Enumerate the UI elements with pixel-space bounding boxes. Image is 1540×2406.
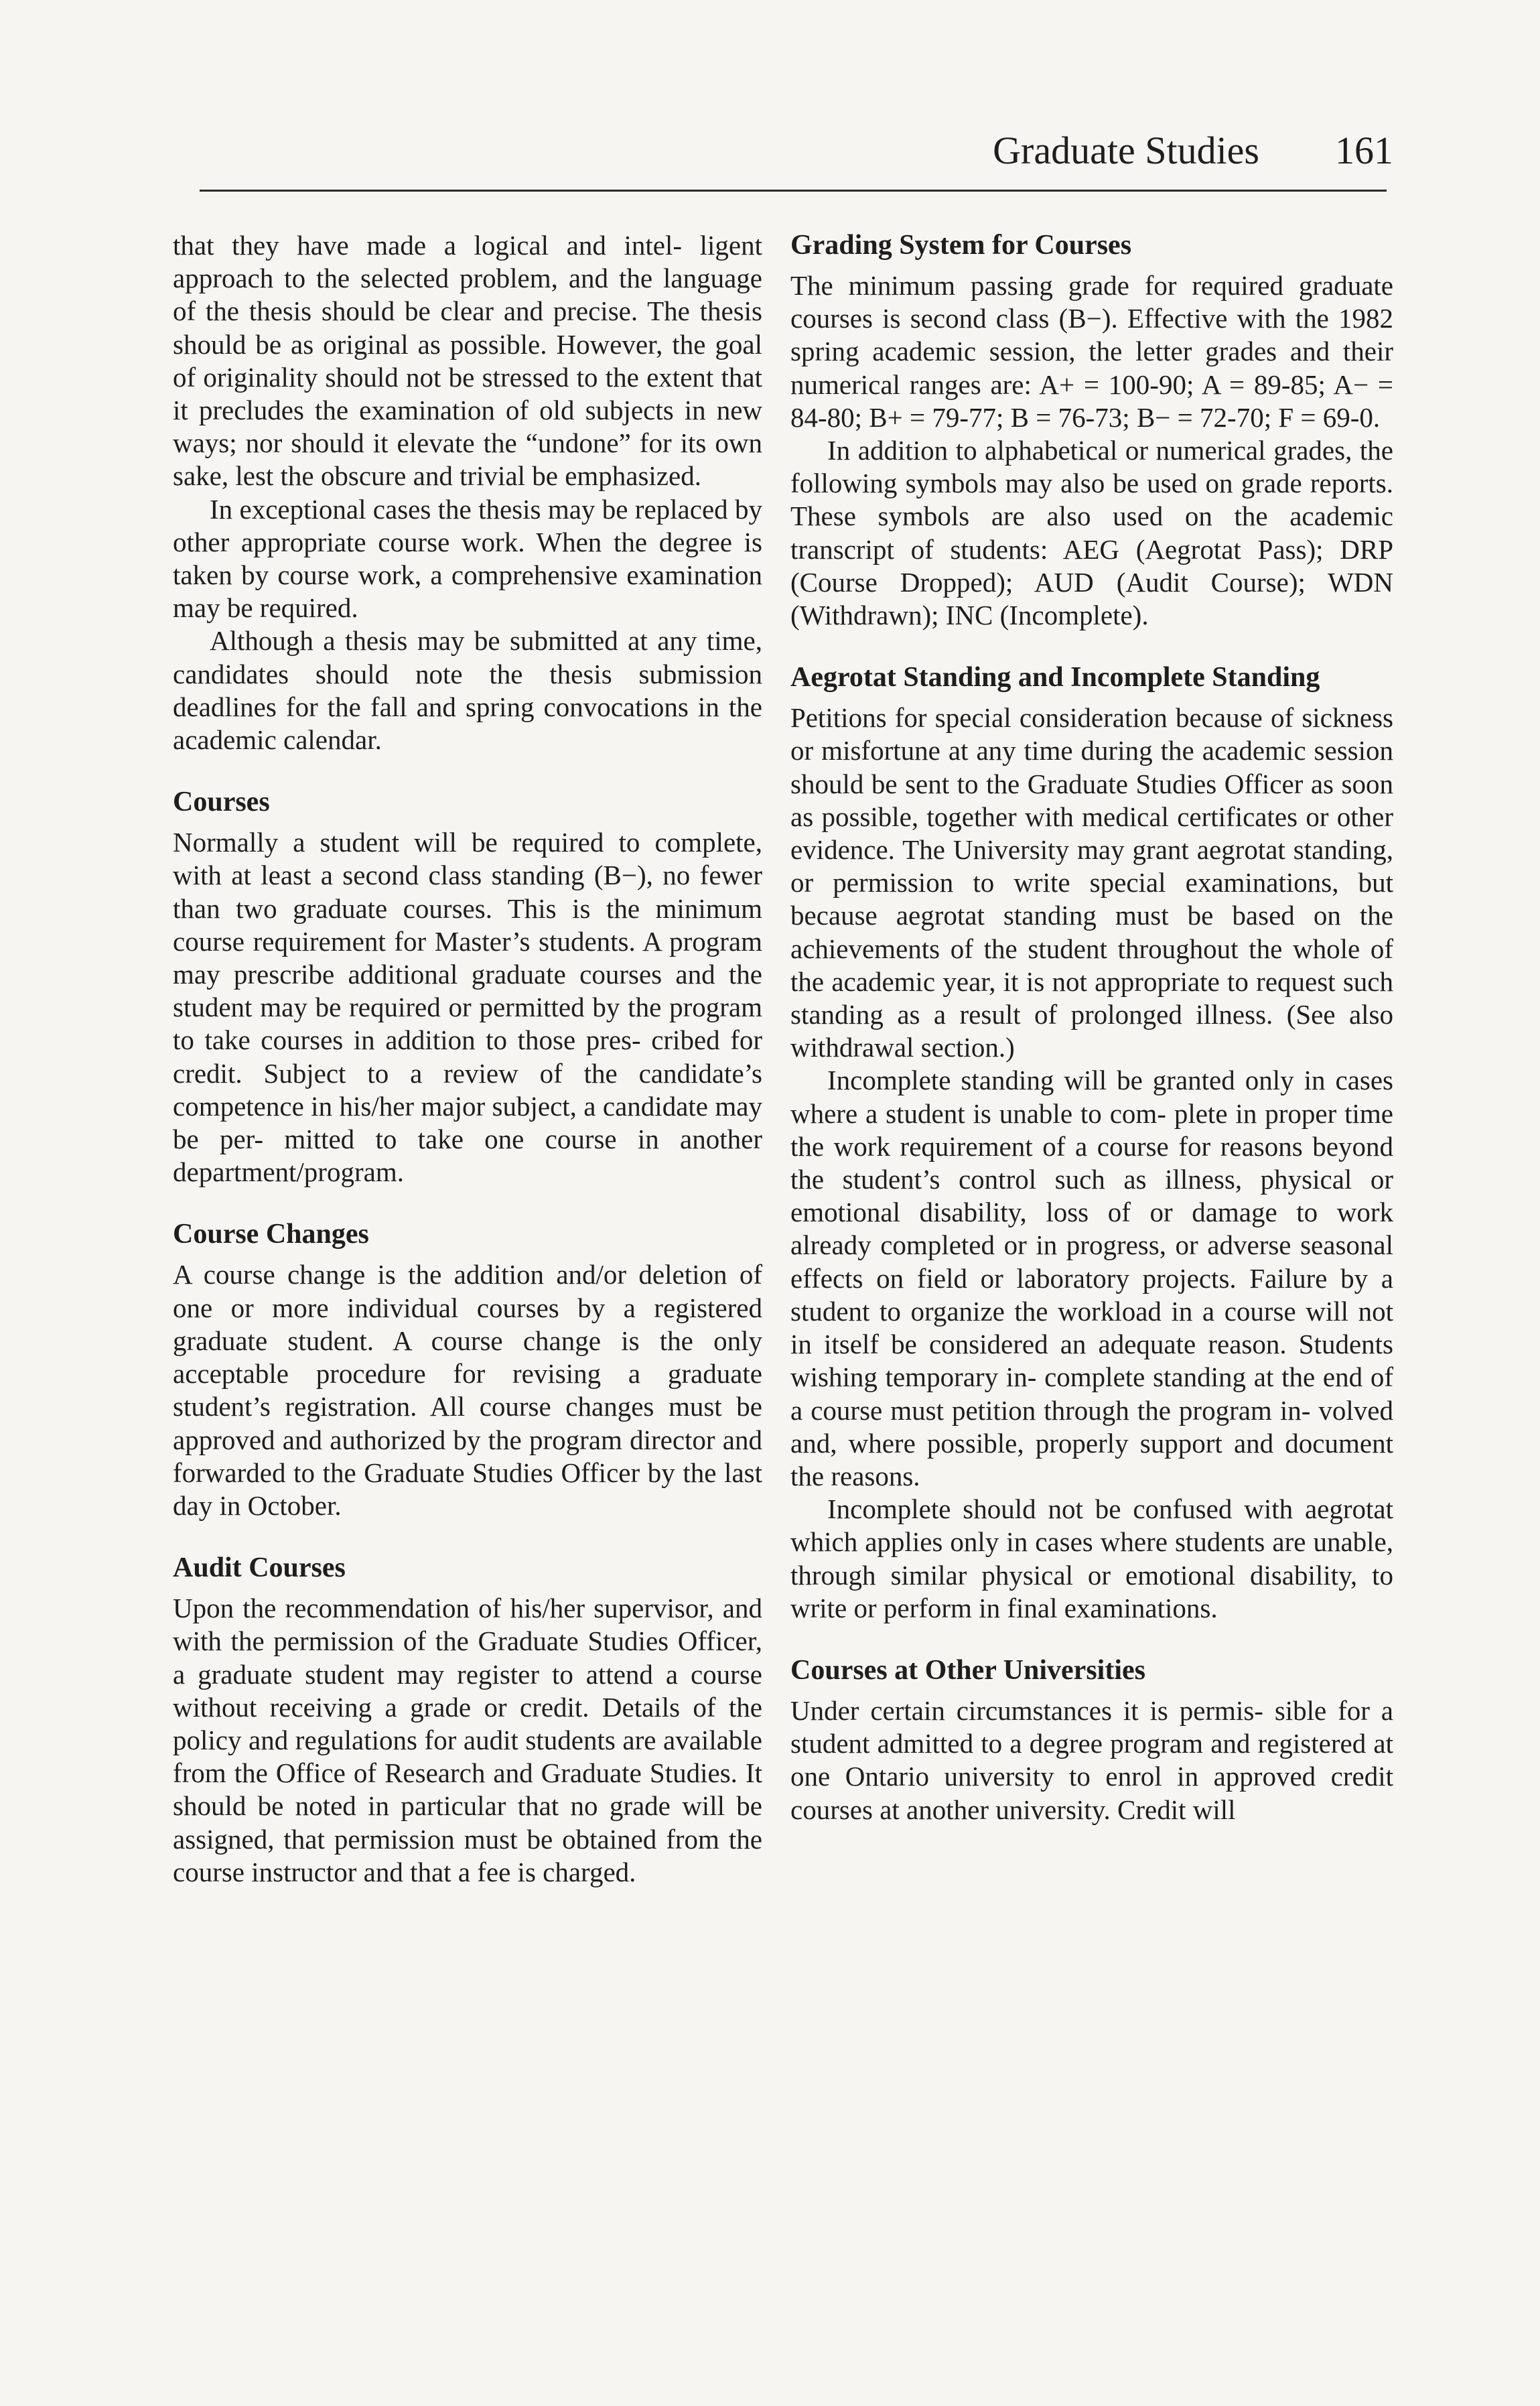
thesis-paragraph-continued: that they have made a logical and intel- ligent approach to the selected problem, and the language of the thesis should be clear and precise. The thesis should be as original as possible. However, the goal of originality should not be stressed to the extent that it precludes the examination of old subjects in new ways; nor should it elevate the “undone” for its own sake, lest the obscure and trivial be emphasized. [173,230,762,492]
header-rule [200,190,1387,192]
incomplete-standing-paragraph: Incomplete standing will be granted only in cases where a student is unable to com- plete in proper time the work requirement of a course for reasons beyond the student’s control such as illness, physical or emotional disability, loss of or damage to work already completed or in progress, or adverse seasonal effects on field or laboratory projects. Failure by a student to organize the workload in a course will not in itself be considered an adequate reason. Students wishing temporary in- complete standing at the end of a course must petition through the program in- volved and, where possible, properly support and document the reasons. [790,1065,1393,1491]
other-universities-heading: Courses at Other Universities [790,1654,1145,1686]
incomplete-vs-aegrotat-paragraph: Incomplete should not be confused with aegrotat which applies only in cases where students are unable, through similar physical or emotional disability, to write or perform in final examinations. [790,1493,1393,1623]
left-column [173,229,762,1889]
grading-system-paragraph: The minimum passing grade for required graduate courses is second class (B−). Effective with the 1982 spring academic session, the letter grades and their numerical ranges are: A+ = 100-90; A = 89-85; A− = 84-80; B+ = 79-77; B = 76-73; B− = 72-70; F = 69-0. [790,270,1393,433]
thesis-replacement-paragraph: In exceptional cases the thesis may be replaced by other appropriate course work. When the degree is taken by course work, a comprehensive examination may be required. [173,493,762,624]
right-column [790,229,1393,1826]
page-header [0,0,1540,201]
course-changes-heading: Course Changes [173,1219,369,1250]
grade-symbols-paragraph: In addition to alphabetical or numerical grades, the following symbols may also be used on grade reports. These symbols are also used on the academic transcript of students: AEG (Aegrotat Pass); DRP (Course Dropped); AUD (Audit Course); WDN (Withdrawn); INC (Incomplete). [790,435,1393,631]
grading-system-heading: Grading System for Courses [790,230,1132,261]
courses-heading: Courses [173,787,270,818]
audit-courses-paragraph: Upon the recommendation of his/her supervisor, and with the permission of the Graduate Studies Officer, a graduate student may register to attend a course without receiving a grade or credit. Details of the policy and regulations for audit students are available from the Office of Research and Graduate Studies. It should be noted in particular that no grade will be assigned, that permission must be obtained from the course instructor and that a fee is charged. [173,1593,762,1887]
course-changes-paragraph: A course change is the addition and/or deletion of one or more individual courses by a registered graduate student. A course change is the only acceptable procedure for revising a graduate student’s registration. All course changes must be approved and authorized by the program director and forwarded to the Graduate Studies Officer by the last day in October. [173,1259,762,1521]
other-universities-paragraph: Under certain circumstances it is permis- sible for a student admitted to a degree program and registered at one Ontario university to enrol in approved credit courses at another university. Credit will [790,1694,1393,1825]
aegrotat-heading: Aegrotat Standing and Incomplete Standing [790,662,1320,693]
courses-paragraph: Normally a student will be required to complete, with at least a second class standing (B−), no fewer than two graduate courses. This is the minimum course requirement for Master’s students. A program may prescribe additional graduate courses and the student may be required or permitted by the program to take courses in addition to those pres- cribed for credit. Subject to a review of the candidate’s competence in his/her major subject, a candidate may be per- mitted to take one course in another department/program. [173,827,762,1188]
running-header-title: Graduate Studies [993,129,1259,172]
thesis-deadline-paragraph: Although a thesis may be submitted at any time, candidates should note the thesis submission deadlines for the fall and spring convocations in the academic calendar. [173,625,762,756]
page-number: 161 [1335,129,1393,172]
audit-courses-heading: Audit Courses [173,1552,346,1584]
aegrotat-petitions-paragraph: Petitions for special consideration because of sickness or misfortune at any time during the academic session should be sent to the Graduate Studies Officer as soon as possible, together with medical certificates or other evidence. The University may grant aegrotat standing, or permission to write special examinations, but because aegrotat standing must be based on the achievements of the student throughout the whole of the academic year, it is not appropriate to request such standing as a result of prolonged illness. (See also withdrawal section.) [790,702,1393,1063]
